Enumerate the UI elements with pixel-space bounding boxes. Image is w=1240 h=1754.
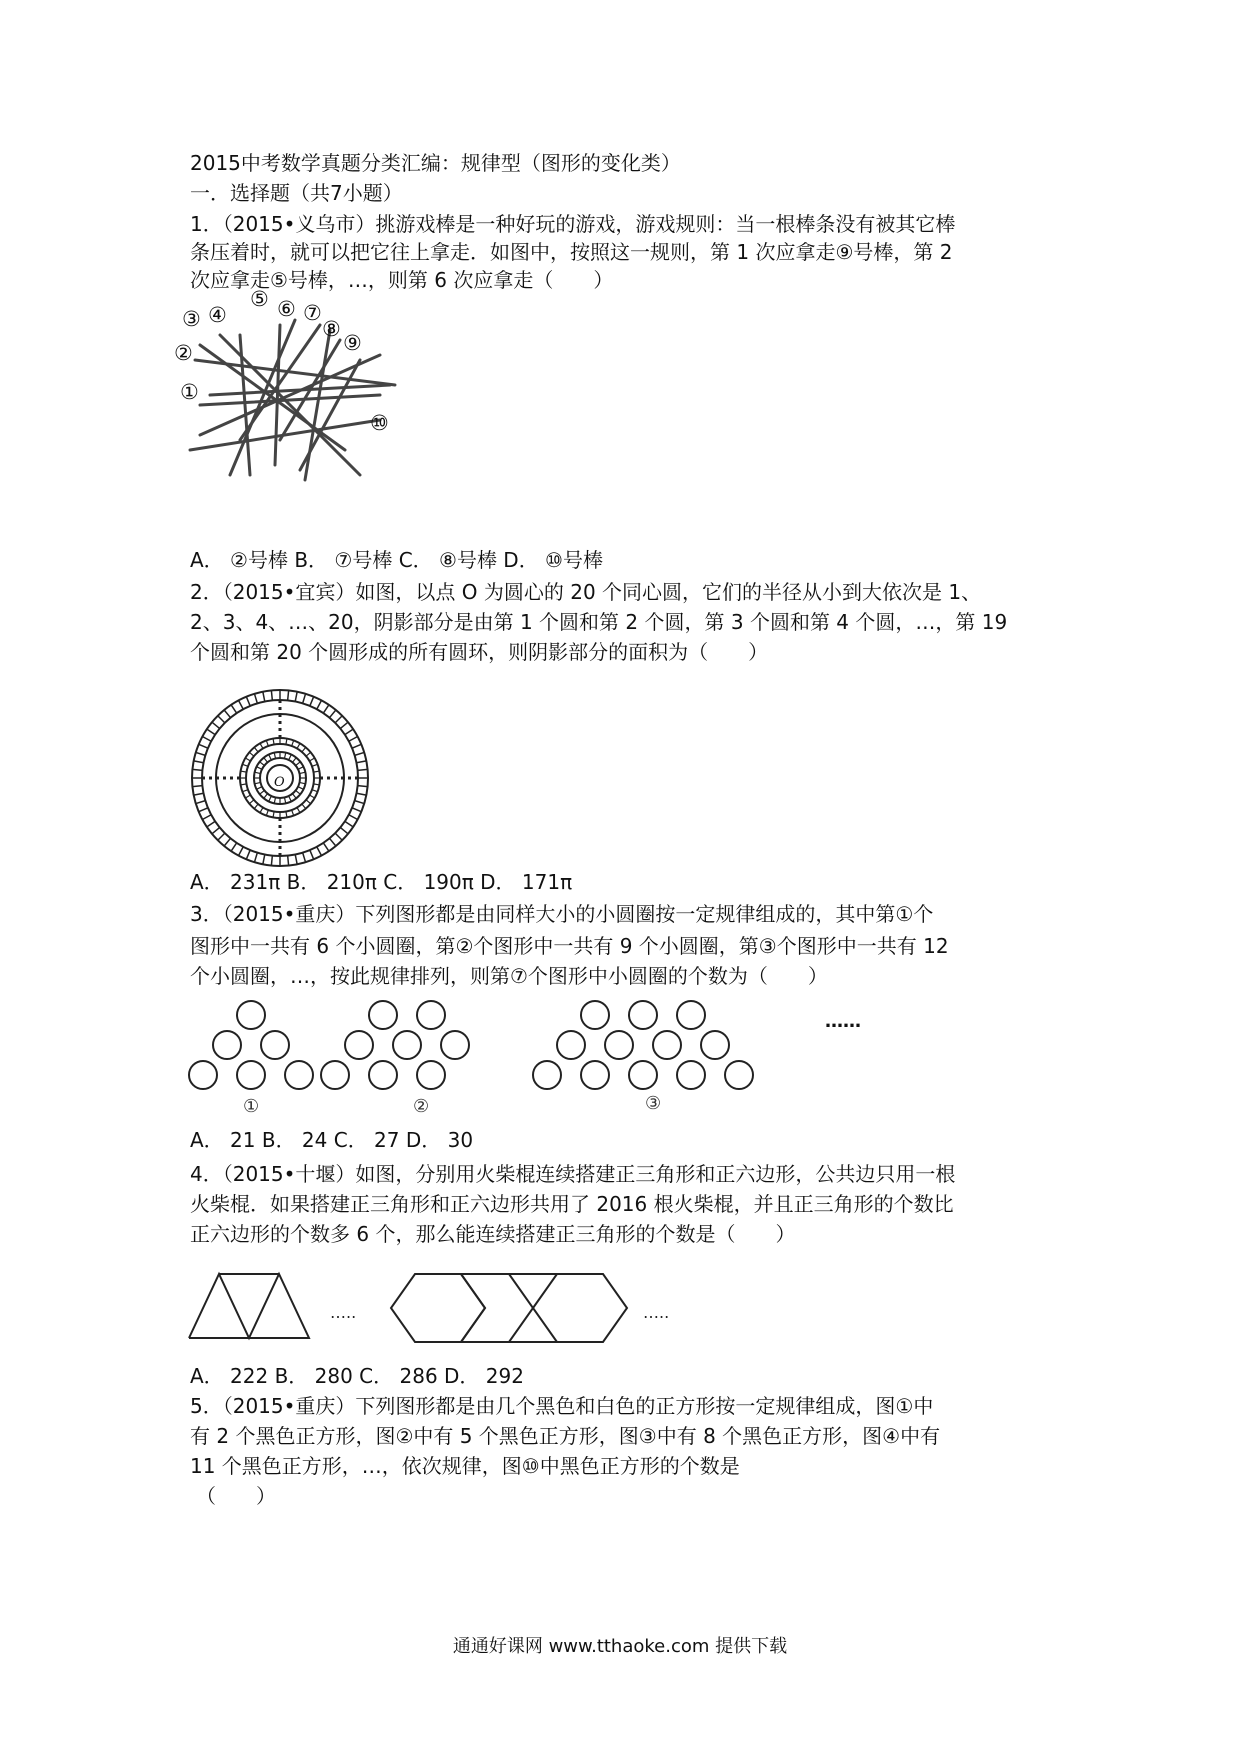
q1-line-3: 次应拿走⑤号棒，…，则第 6 次应拿走（ ） (190, 268, 614, 292)
q2-line-1: 2．（2015•宜宾）如图，以点 O 为圆心的 20 个同心圆，它们的半径从小到大依次是 1、 (190, 580, 982, 604)
q4-line-2: 火柴棍．如果搭建正三角形和正六边形共用了 2016 根火柴棍，并且正三角形的个数比 (190, 1192, 954, 1216)
stick-label-8: ⑧ (322, 317, 341, 341)
stick-label-6: ⑥ (277, 297, 296, 321)
q3-figure-label-3: ③ (645, 1093, 662, 1114)
q3-ellipsis: …… (825, 1011, 861, 1032)
stick-label-5: ⑤ (250, 287, 269, 311)
stick-label-1: ① (180, 380, 199, 404)
stick-label-7: ⑦ (303, 301, 322, 325)
stick-label-10: ⑩ (370, 411, 389, 435)
q5-line-1: 5．（2015•重庆）下列图形都是由几个黑色和白色的正方形按一定规律组成，图①中 (190, 1394, 934, 1418)
q4-options: A． 222 B． 280 C． 286 D． 292 (190, 1364, 524, 1388)
q2-options: A． 231π B． 210π C． 190π D． 171π (190, 870, 573, 894)
stick-label-4: ④ (208, 303, 227, 327)
page-footer: 通通好课网 www.tthaoke.com 提供下载 (452, 1636, 788, 1657)
q5-line-4: （ ） (196, 1484, 276, 1508)
stick-label-9: ⑨ (343, 331, 362, 355)
q5-line-2: 有 2 个黑色正方形，图②中有 5 个黑色正方形，图③中有 8 个黑色正方形，图④中有 (190, 1424, 941, 1448)
q2-line-3: 个圆和第 20 个圆形成的所有圆环，则阴影部分的面积为（ ） (190, 640, 769, 664)
q1-line-1: 1．（2015•义乌市）挑游戏棒是一种好玩的游戏，游戏规则：当一根棒条没有被其它棒 (190, 212, 956, 236)
q3-line-1: 3．（2015•重庆）下列图形都是由同样大小的小圆圈按一定规律组成的，其中第①个 (190, 902, 934, 926)
q1-sticks-figure (174, 287, 440, 540)
q4-matchstick-figure (185, 1270, 685, 1345)
q2-line-2: 2、3、4、…、20，阴影部分是由第 1 个圆和第 2 个圆，第 3 个圆和第 4 个圆，…，第 19 (190, 610, 1008, 634)
q3-options: A． 21 B． 24 C． 27 D． 30 (190, 1128, 474, 1152)
q2-concentric-circles-figure (190, 688, 370, 868)
q2-center-label: O (274, 775, 285, 790)
stick-label-2: ② (174, 341, 193, 365)
q4-ellipsis-1: ….. (330, 1303, 357, 1322)
q3-line-3: 个小圆圈，…，按此规律排列，则第⑦个图形中小圆圈的个数为（ ） (190, 964, 828, 988)
q3-line-2: 图形中一共有 6 个小圆圈，第②个图形中一共有 9 个小圆圈，第③个图形中一共有 12 (190, 934, 949, 958)
page-title: 2015中考数学真题分类汇编：规律型（图形的变化类） (190, 151, 681, 175)
q1-line-2: 条压着时，就可以把它往上拿走．如图中，按照这一规则，第 1 次应拿走⑨号棒，第 2 (190, 240, 953, 264)
stick-label-3: ③ (182, 307, 201, 331)
q4-line-1: 4．（2015•十堰）如图，分别用火柴棍连续搭建正三角形和正六边形，公共边只用一根 (190, 1162, 956, 1186)
q5-line-3: 11 个黑色正方形，…，依次规律，图⑩中黑色正方形的个数是 (190, 1454, 740, 1478)
q3-figure-label-1: ① (243, 1096, 260, 1117)
q3-circles-figure (185, 995, 885, 1125)
q4-line-3: 正六边形的个数多 6 个，那么能连续搭建正三角形的个数是（ ） (190, 1222, 796, 1246)
q3-figure-label-2: ② (413, 1096, 430, 1117)
section-heading: 一．选择题（共7小题） (190, 181, 403, 205)
q1-options: A． ②号棒 B． ⑦号棒 C． ⑧号棒 D． ⑩号棒 (190, 548, 603, 572)
q4-ellipsis-2: ….. (643, 1303, 670, 1322)
